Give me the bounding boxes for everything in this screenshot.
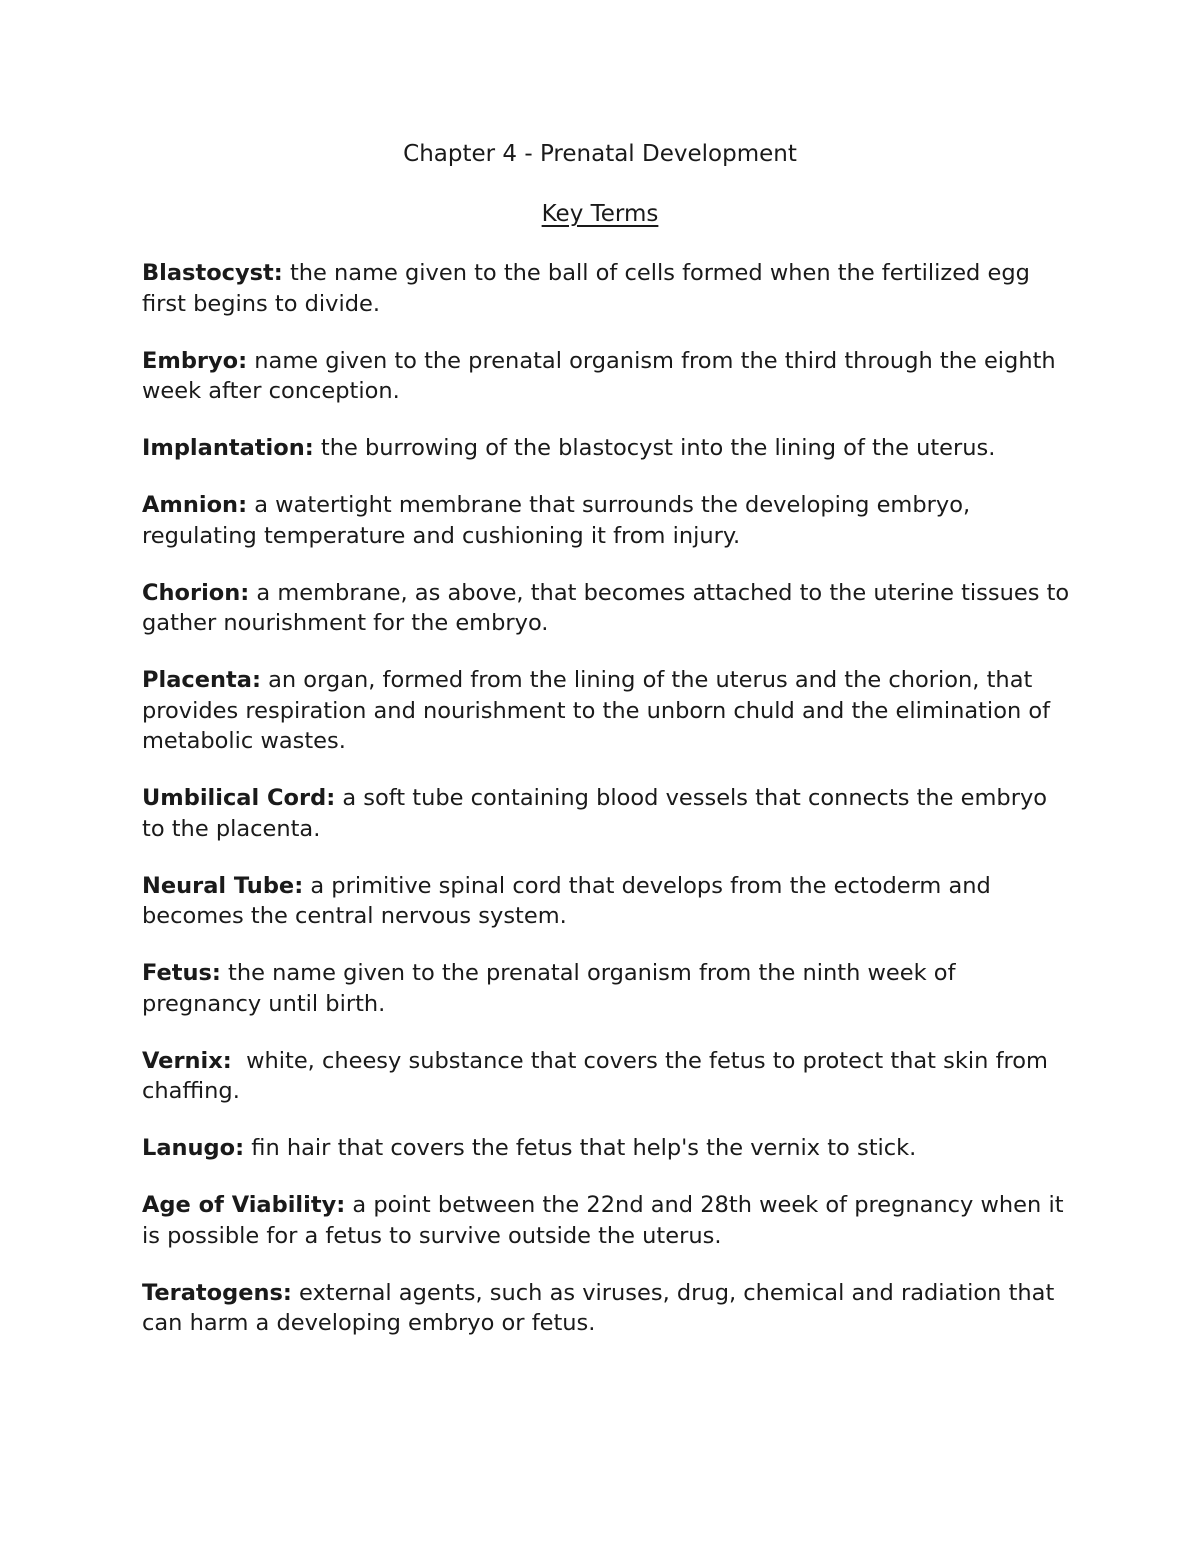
term-entry xyxy=(142,346,1072,407)
term-entry xyxy=(142,958,1072,1019)
term-name: Teratogens: xyxy=(142,1279,292,1306)
term-name: Placenta: xyxy=(142,667,261,693)
term-entry xyxy=(142,258,1072,319)
term-definition: a membrane, as above, that becomes attached to the uterine tissues to gather nourishment for the embryo. xyxy=(142,579,1070,636)
term-definition: external agents, such as viruses, drug, chemical and radiation that can harm a developing embryo or fetus. xyxy=(142,1279,1055,1336)
term-entry xyxy=(142,1133,1072,1164)
term-name: Amnion: xyxy=(142,492,248,518)
term-definition: an organ, formed from the lining of the uterus and the chorion, that provides respiration and nourishment to the unborn chuld and the elimination of metabolic wastes. xyxy=(142,667,1051,754)
key-terms-heading: Key Terms xyxy=(541,201,659,227)
term-entry xyxy=(142,433,1072,464)
term-entry xyxy=(142,1190,1072,1251)
term-name: Implantation: xyxy=(142,435,314,461)
term-entry xyxy=(142,665,1072,757)
term-entry xyxy=(142,783,1072,844)
term-name: Lanugo: xyxy=(142,1135,245,1161)
term-definition: the name given to the ball of cells formed when the fertilized egg first begins to divide. xyxy=(142,260,1030,317)
document-subtitle xyxy=(0,198,1200,230)
term-definition: a watertight membrane that surrounds the developing embryo, regulating temperature and cushioning it from injury. xyxy=(142,492,971,549)
term-name: Blastocyst: xyxy=(142,260,283,286)
term-definition: a point between the 22nd and 28th week of pregnancy when it is possible for a fetus to survive outside the uterus. xyxy=(142,1192,1064,1249)
term-definition: a soft tube containing blood vessels that connects the embryo to the placenta. xyxy=(142,785,1048,842)
term-name: Neural Tube: xyxy=(142,872,304,899)
term-name: Age of Viability: xyxy=(142,1192,346,1218)
term-entry xyxy=(142,1046,1072,1107)
term-entry xyxy=(142,871,1072,932)
term-entry xyxy=(142,578,1072,639)
document-title: Chapter 4 - Prenatal Development xyxy=(403,141,797,167)
term-entry xyxy=(142,1278,1072,1339)
term-entry xyxy=(142,490,1072,551)
term-name: Fetus: xyxy=(142,960,221,986)
term-definition: white, cheesy substance that covers the fetus to protect that skin from chaffing. xyxy=(142,1047,1056,1104)
term-definition: the burrowing of the blastocyst into the lining of the uterus. xyxy=(313,435,996,461)
term-definition: a primitive spinal cord that develops from the ectoderm and becomes the central nervous system. xyxy=(142,872,991,929)
term-definition: the name given to the prenatal organism from the ninth week of pregnancy until birth. xyxy=(142,960,956,1017)
term-name: Chorion: xyxy=(142,579,250,606)
term-definition: name given to the prenatal organism from the third through the eighth week after conception. xyxy=(142,347,1056,404)
term-name: Umbilical Cord: xyxy=(142,785,336,811)
key-terms-list xyxy=(142,258,1072,1365)
term-name: Embryo: xyxy=(142,347,248,374)
term-name: Vernix: xyxy=(142,1047,232,1074)
term-definition: fin hair that covers the fetus that help's the vernix to stick. xyxy=(244,1135,917,1161)
